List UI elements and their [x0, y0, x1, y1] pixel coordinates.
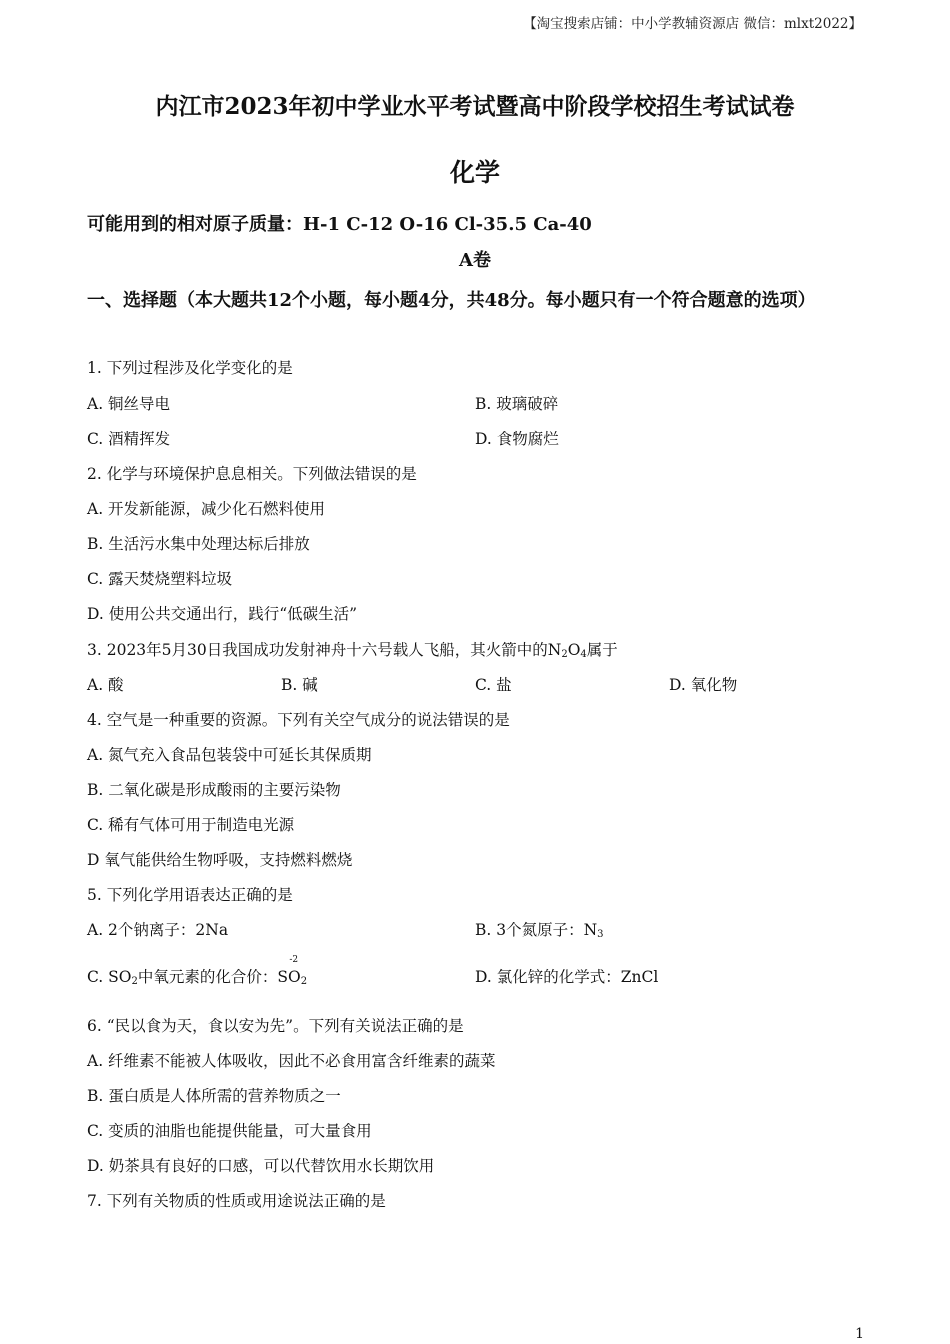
q1-option-c: C. 酒精挥发: [87, 430, 171, 448]
question-7-stem: 7. 下列有关物质的性质或用途说法正确的是: [87, 1192, 386, 1210]
exam-title: 内江市2023年初中学业水平考试暨高中阶段学校招生考试试卷: [155, 93, 795, 120]
q3-subscript-2: 4: [580, 649, 587, 660]
page-number: 1: [855, 1326, 864, 1342]
q5-option-b: [475, 918, 604, 940]
q4-option-d: D 氧气能供给生物呼吸，支持燃料燃烧: [87, 851, 353, 869]
q5-option-a: A. 2个钠离子：2Na: [87, 921, 229, 939]
q1-option-b: B. 玻璃破碎: [475, 395, 559, 413]
q6-option-d: D. 奶茶具有良好的口感，可以代替饮用水长期饮用: [87, 1157, 435, 1175]
question-3-stem: [87, 638, 618, 660]
valence-mark: -2: [289, 955, 299, 965]
q4-option-c: C. 稀有气体可用于制造电光源: [87, 816, 295, 834]
q3-option-a: A. 酸: [87, 676, 124, 694]
question-6-stem: 6. “民以食为天，食以安为先”。下列有关说法正确的是: [87, 1017, 464, 1035]
q6-option-a: A. 纤维素不能被人体吸收，因此不必食用富含纤维素的蔬菜: [87, 1052, 496, 1070]
section-heading: 一、选择题（本大题共12个小题，每小题4分，共48分。每小题只有一个符合题意的选项）: [87, 290, 816, 311]
valence-formula-text: SO: [277, 968, 301, 986]
question-1-stem: 1. 下列过程涉及化学变化的是: [87, 359, 293, 377]
q4-option-b: B. 二氧化碳是形成酸雨的主要污染物: [87, 781, 341, 799]
q5-option-c-subscript: 2: [131, 976, 138, 987]
q3-stem-prefix: 3. 2023年5月30日我国成功发射神舟十六号载人飞船，其火箭中的N: [87, 641, 562, 659]
q4-option-a: A. 氮气充入食品包装袋中可延长其保质期: [87, 746, 372, 764]
q5-option-c: [87, 955, 308, 987]
valence-formula-subscript: 2: [300, 976, 308, 987]
q5-option-b-text: B. 3个氮原子：N: [475, 921, 598, 939]
q5-option-c-mid: 中氧元素的化合价：: [137, 968, 278, 986]
q2-option-a: A. 开发新能源，减少化石燃料使用: [87, 500, 326, 518]
q2-option-b: B. 生活污水集中处理达标后排放: [87, 535, 310, 553]
valence-formula: [277, 955, 308, 987]
q3-subscript-1: 2: [561, 649, 568, 660]
q3-stem-mid: O: [567, 641, 581, 659]
q3-option-b: B. 碱: [281, 676, 318, 694]
q1-option-d: D. 食物腐烂: [475, 430, 559, 448]
q6-option-b: B. 蛋白质是人体所需的营养物质之一: [87, 1087, 341, 1105]
q1-option-a: A. 铜丝导电: [87, 395, 171, 413]
subject-title: 化学: [449, 158, 500, 187]
question-4-stem: 4. 空气是一种重要的资源。下列有关空气成分的说法错误的是: [87, 711, 510, 729]
q6-option-c: C. 变质的油脂也能提供能量，可大量食用: [87, 1122, 372, 1140]
question-5-stem: 5. 下列化学用语表达正确的是: [87, 886, 293, 904]
q3-stem-suffix: 属于: [586, 641, 618, 659]
page-header-note: 【淘宝搜索店铺：中小学教辅资源店 微信：mlxt2022】: [523, 16, 862, 32]
atomic-mass-line: 可能用到的相对原子质量：H-1 C-12 O-16 Cl-35.5 Ca-40: [87, 214, 592, 235]
q2-option-d: D. 使用公共交通出行，践行“低碳生活”: [87, 605, 358, 623]
q2-option-c: C. 露天焚烧塑料垃圾: [87, 570, 233, 588]
question-2-stem: 2. 化学与环境保护息息相关。下列做法错误的是: [87, 465, 417, 483]
q3-option-c: C. 盐: [475, 676, 512, 694]
q3-option-d: D. 氧化物: [669, 676, 738, 694]
q5-option-c-text: C. SO: [87, 968, 132, 986]
volume-label: A卷: [459, 250, 491, 271]
q5-option-d: D. 氯化锌的化学式：ZnCl: [475, 968, 659, 986]
q5-option-b-subscript: 3: [597, 929, 604, 940]
